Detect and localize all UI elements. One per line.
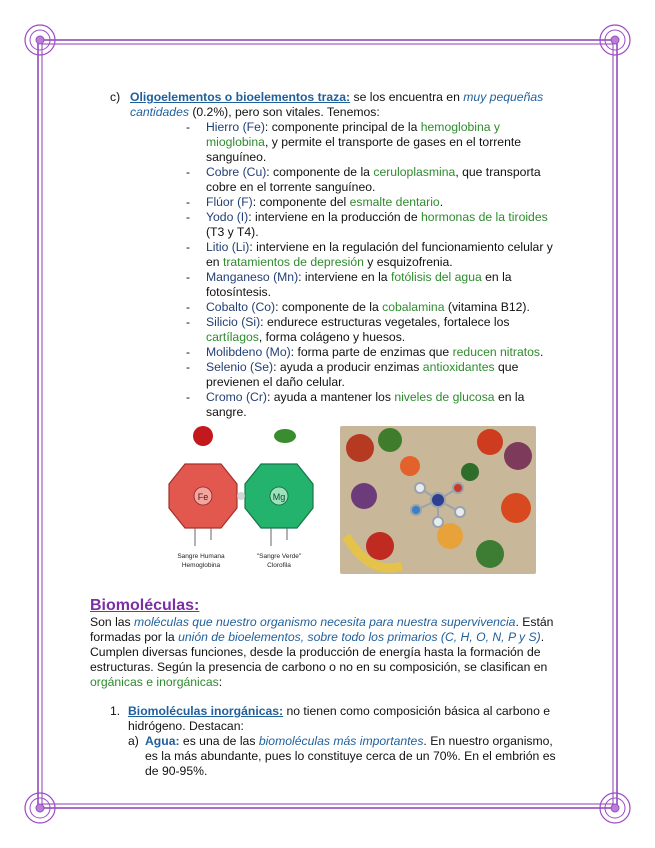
hemoglobin-chlorophyll-illustration — [155, 424, 327, 574]
item-highlight: reducen nitratos — [452, 345, 540, 359]
item-text: : interviene en la regulación del funcionamiento celular y en — [206, 240, 553, 269]
sub-marker: a) — [128, 734, 139, 748]
para-text: Son las — [90, 615, 135, 629]
dash-marker: - — [186, 195, 191, 209]
list-item — [186, 195, 565, 210]
corner-ornament-top-left — [25, 25, 55, 55]
fruits-molecule-photo — [340, 426, 536, 574]
item-text: : componente principal de la — [264, 120, 421, 134]
item-text: . — [540, 345, 544, 359]
list-item — [186, 210, 565, 240]
dash-marker: - — [186, 300, 191, 314]
leaf-icon — [274, 429, 296, 443]
item-text: que previenen el daño celular. — [206, 360, 519, 389]
item-text: : ayuda a producir enzimas — [273, 360, 423, 374]
para-highlight: orgánicas e inorgánicas — [90, 675, 219, 689]
item-highlight: hormonas de la tiroides — [421, 210, 548, 224]
item-highlight: fotólisis del agua — [390, 270, 482, 284]
right-caption-line1: "Sangre Verde" — [256, 553, 302, 560]
element-name: Cromo (Cr) — [206, 390, 267, 404]
dash-marker: - — [186, 120, 191, 134]
list-item — [186, 360, 565, 390]
para-text: . Están formadas por la — [90, 615, 554, 644]
agua-item — [90, 734, 565, 779]
item-text: (vitamina B12). — [444, 300, 530, 314]
element-name: Cobalto (Co) — [206, 300, 276, 314]
item-text: : ayuda a mantener los — [266, 390, 395, 404]
right-caption-line2: Clorofila — [267, 562, 291, 569]
item-highlight: antioxidantes — [422, 360, 495, 374]
corner-ornament-bottom-left — [25, 793, 55, 823]
element-name: Litio (Li) — [206, 240, 250, 254]
dash-marker: - — [186, 240, 191, 254]
list-item — [186, 300, 565, 315]
agua-text: es una de las — [179, 734, 259, 748]
list-item — [186, 270, 565, 300]
dash-marker: - — [186, 165, 191, 179]
item-text: : interviene en la producción de — [248, 210, 422, 224]
figure-row — [90, 424, 565, 579]
para-text: . Cumplen diversas funciones, desde la producción de energía hasta la formación de estructuras. Según la presencia de carbono o no en su composición, se clasifican en — [90, 630, 548, 674]
item-text: en la fotosíntesis. — [206, 270, 512, 299]
list-item — [186, 240, 565, 270]
left-caption-line2: Hemoglobina — [181, 562, 221, 569]
biomoleculas-paragraph — [90, 615, 565, 690]
list-item — [186, 315, 565, 345]
item-text: , y permite el transporte de gases en el torrente sanguíneo. — [206, 135, 522, 164]
page-content — [90, 90, 565, 779]
section-c — [90, 90, 565, 120]
item-highlight: tratamientos de depresión — [222, 255, 364, 269]
element-name: Flúor (F) — [206, 195, 253, 209]
item-text: : componente del — [252, 195, 350, 209]
para-text: : — [218, 675, 223, 689]
inorganicas-heading: Biomoléculas inorgánicas: — [128, 704, 284, 718]
list-item — [186, 165, 565, 195]
element-name: Cobre (Cu) — [206, 165, 267, 179]
item-text: en la sangre. — [206, 390, 525, 419]
red-blood-cell-icon — [193, 426, 213, 446]
dash-marker: - — [186, 270, 191, 284]
inorganicas-text: no tienen como composición básica al carbono e hidrógeno. Destacan: — [128, 704, 551, 733]
element-name: Manganeso (Mn) — [206, 270, 299, 284]
element-name: Hierro (Fe) — [206, 120, 265, 134]
section-c-intro-a: se los encuentra en — [350, 90, 464, 104]
item-highlight: cartílagos — [206, 330, 259, 344]
list-item — [186, 120, 565, 165]
list-item — [186, 390, 565, 420]
item-text: . — [439, 195, 444, 209]
dash-marker: - — [186, 345, 191, 359]
left-caption-line1: Sangre Humana — [177, 553, 225, 560]
inorganicas-item — [90, 704, 565, 734]
item-highlight: esmalte dentario — [349, 195, 440, 209]
item-text: : interviene en la — [298, 270, 391, 284]
dash-marker: - — [186, 390, 191, 404]
list-item — [186, 345, 565, 360]
item-text: : componente de la — [275, 300, 383, 314]
item-text: , forma colágeno y huesos. — [258, 330, 406, 344]
item-text: : endurece estructuras vegetales, fortalece los — [260, 315, 510, 329]
fe-label: Fe — [197, 492, 209, 502]
element-name: Yodo (I) — [206, 210, 249, 224]
dash-marker: - — [186, 360, 191, 374]
section-c-heading: Oligoelementos o bioelementos traza: — [130, 90, 351, 104]
corner-ornament-top-right — [600, 25, 630, 55]
element-name: Molibdeno (Mo) — [206, 345, 291, 359]
biomoleculas-title: Biomoléculas: — [90, 597, 200, 614]
mg-label: Mg — [272, 492, 286, 502]
item-highlight: niveles de glucosa — [394, 390, 495, 404]
element-name: Selenio (Se) — [206, 360, 274, 374]
dash-marker: - — [186, 315, 191, 329]
item-text: (T3 y T4). — [206, 225, 259, 239]
item-text: : componente de la — [266, 165, 374, 179]
item-text: : forma parte de enzimas que — [290, 345, 453, 359]
numbered-marker: 1. — [110, 704, 121, 718]
section-c-intro-b: (0.2%), pero son vitales. Tenemos: — [188, 105, 380, 119]
section-c-intro-em: muy pequeñas cantidades — [130, 90, 544, 119]
item-text: , que transporta cobre en el torrente sanguíneo. — [206, 165, 541, 194]
para-emphasis: unión de bioelementos, sobre todo los primarios (C, H, O, N, P y S) — [178, 630, 541, 644]
section-c-marker: c) — [110, 90, 121, 104]
trace-elements-list — [90, 120, 565, 420]
item-highlight: cobalamina — [382, 300, 445, 314]
para-emphasis: moléculas que nuestro organismo necesita para nuestra supervivencia — [134, 615, 516, 629]
agua-emphasis: biomoléculas más importantes — [258, 734, 424, 748]
element-name: Silicio (Si) — [206, 315, 261, 329]
agua-label: Agua: — [145, 734, 180, 748]
corner-ornament-bottom-right — [600, 793, 630, 823]
item-highlight: hemoglobina y mioglobina — [206, 120, 501, 149]
item-highlight: ceruloplasmina — [373, 165, 456, 179]
dash-marker: - — [186, 210, 191, 224]
item-text: y esquizofrenia. — [363, 255, 453, 269]
agua-text: . En nuestro organismo, es la más abundante, pues lo constituye cerca de un 70%. En el embrión es de 90-95%. — [145, 734, 556, 778]
